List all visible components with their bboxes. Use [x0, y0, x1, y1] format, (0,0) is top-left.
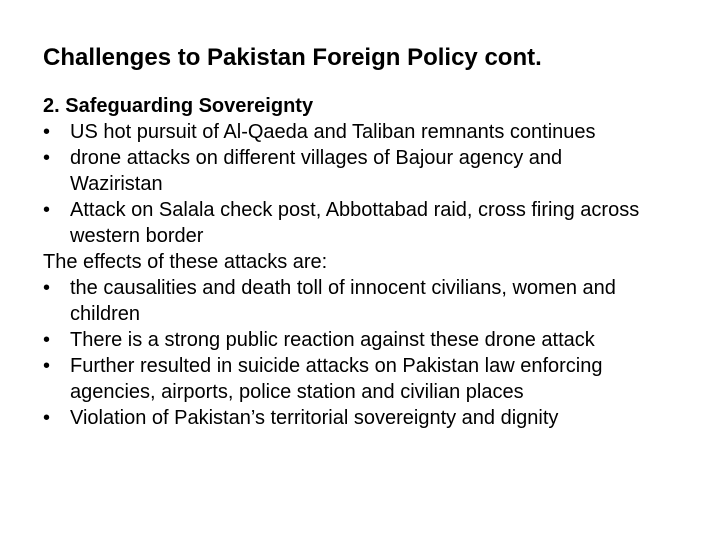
bullet-dot: • — [43, 277, 51, 299]
bullet-dot: • — [43, 407, 51, 429]
bullet-dot: • — [43, 199, 51, 221]
bullet-item — [43, 145, 713, 197]
bullet-dot: • — [43, 329, 51, 351]
bullet-item — [43, 275, 713, 327]
slide-body — [43, 93, 713, 431]
bullet-list-challenges — [43, 119, 713, 249]
bullet-text-line: Violation of Pakistan’s territorial sovereignty and dignity — [70, 407, 559, 429]
bullet-text-line: the causalities and death toll of innocent civilians, women and — [70, 277, 616, 299]
section-heading: 2. Safeguarding Sovereignty — [43, 95, 314, 117]
bullet-item — [43, 327, 713, 353]
bullet-text-line: There is a strong public reaction against these drone attack — [70, 329, 595, 351]
bullet-text-line: US hot pursuit of Al-Qaeda and Taliban remnants continues — [70, 121, 596, 143]
bullet-text-line: Further resulted in suicide attacks on Pakistan law enforcing — [70, 355, 603, 377]
bullet-dot: • — [43, 355, 51, 377]
bullet-text-line: Waziristan — [70, 173, 163, 195]
bullet-dot: • — [43, 147, 51, 169]
slide-title: Challenges to Pakistan Foreign Policy cont. — [43, 44, 542, 71]
bullet-text-line: children — [70, 303, 141, 325]
bullet-item — [43, 353, 713, 405]
bullet-text-line: agencies, airports, police station and civilian places — [70, 381, 524, 403]
effects-intro: The effects of these attacks are: — [43, 251, 328, 273]
bullet-text-line: western border — [70, 225, 204, 247]
bullet-text-line: Attack on Salala check post, Abbottabad raid, cross firing across — [70, 199, 640, 221]
bullet-item — [43, 119, 713, 145]
bullet-item — [43, 197, 713, 249]
bullet-text-line: drone attacks on different villages of Bajour agency and — [70, 147, 563, 169]
bullet-item — [43, 405, 713, 431]
bullet-dot: • — [43, 121, 51, 143]
bullet-list-effects — [43, 275, 713, 431]
